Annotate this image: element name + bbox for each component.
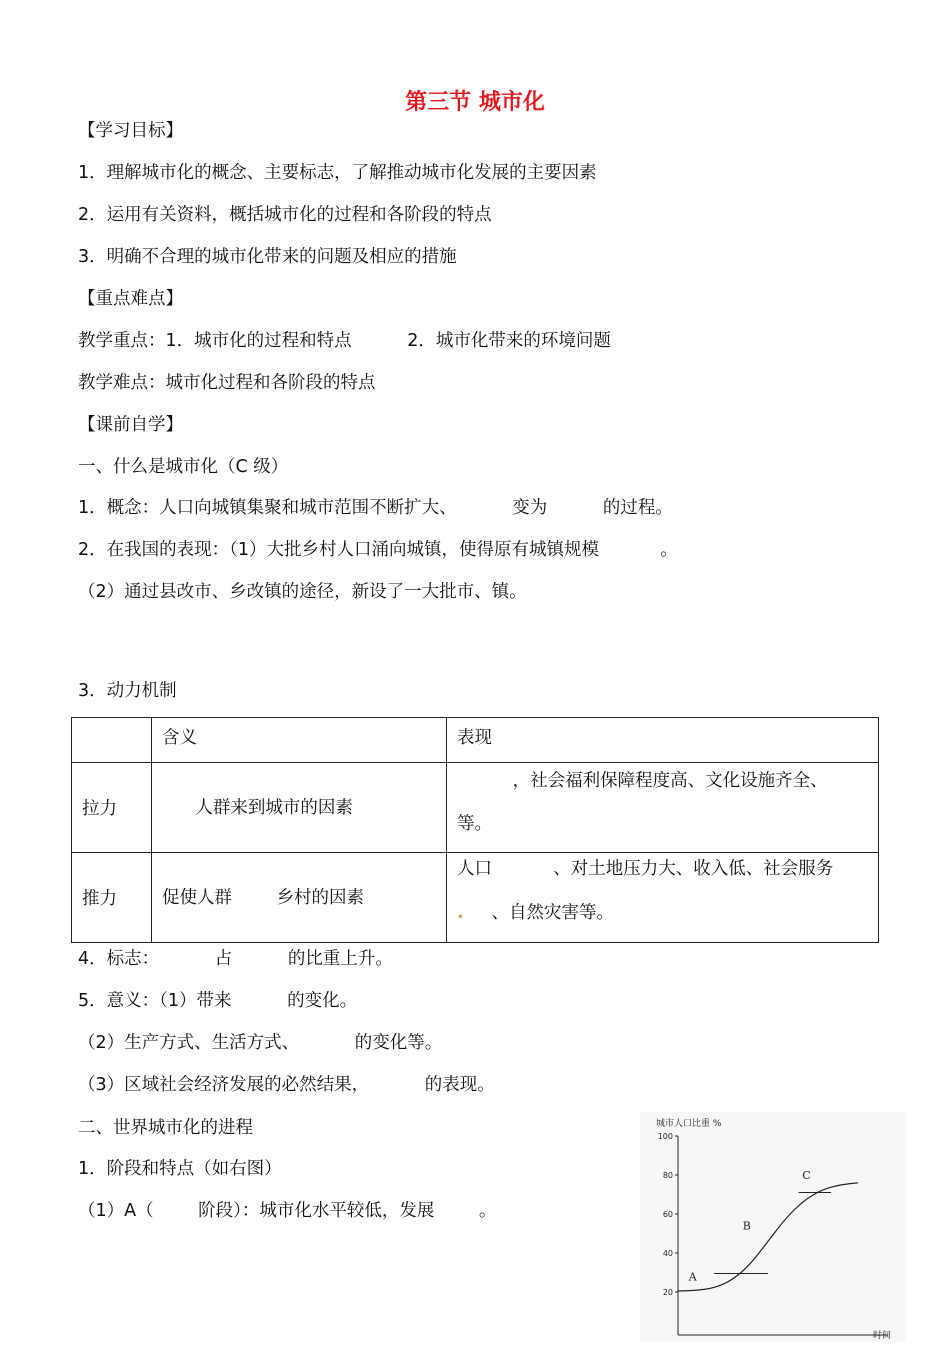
chart-xlabel: 时间 (873, 1331, 892, 1341)
y-tick-label: 100 (657, 1132, 673, 1141)
y-tick-label: 80 (662, 1171, 673, 1180)
push-meaning: 促使人群 乡村的因素 (152, 853, 447, 943)
mechanism-table (71, 717, 879, 943)
significance-line-3: （3）区域社会经济发展的必然结果， 的表现。 (78, 1075, 495, 1095)
pull-show: ，社会福利保障程度高、文化设施齐全、 等。 (447, 763, 879, 853)
section-heading-self-study: 【课前自学】 (78, 415, 183, 435)
table-header-show: 表现 (447, 718, 879, 763)
y-tick-label: 40 (662, 1249, 673, 1258)
stage-a-line: （1）A（ 阶段）：城市化水平较低，发展 。 (78, 1201, 497, 1221)
y-tick-label: 20 (662, 1288, 673, 1297)
y-tick-label: 60 (662, 1210, 673, 1219)
small-dot-mark: . (457, 903, 464, 923)
pull-meaning: 人群来到城市的因素 (152, 763, 447, 853)
stage-label-a: A (688, 1270, 697, 1284)
stages-line: 1．阶段和特点（如右图） (78, 1159, 282, 1179)
table-header-meaning: 含义 (152, 718, 447, 763)
question-heading-1: 一、什么是城市化（C 级） (78, 457, 289, 477)
push-label: 推力 (72, 853, 152, 943)
page-title: 第三节 城市化 (405, 90, 545, 115)
objective-3: 3．明确不合理的城市化带来的问题及相应的措施 (78, 247, 457, 267)
section-heading-objectives: 【学习目标】 (78, 121, 183, 141)
urbanization-curve-chart (640, 1112, 906, 1342)
pull-label: 拉力 (72, 763, 152, 853)
table-header-row (72, 718, 879, 763)
series-line (678, 1183, 858, 1291)
china-performance-line: 2．在我国的表现：（1）大批乡村人口涌向城镇，使得原有城镇规模 。 (78, 540, 678, 560)
section-heading-key-points: 【重点难点】 (78, 289, 183, 309)
concept-line: 1．概念：人口向城镇集聚和城市范围不断扩大、 变为 的过程。 (78, 498, 673, 518)
stage-label-b: B (742, 1219, 751, 1233)
significance-line-2: （2）生产方式、生活方式、 的变化等。 (78, 1033, 443, 1053)
question-heading-2: 二、世界城市化的进程 (78, 1118, 253, 1138)
difficult-points-line: 教学难点：城市化过程和各阶段的特点 (78, 373, 376, 393)
objective-2: 2．运用有关资料，概括城市化的过程和各阶段的特点 (78, 205, 492, 225)
key-points-line: 教学重点：1．城市化的过程和特点 2．城市化带来的环境问题 (78, 331, 611, 351)
objective-1: 1．理解城市化的概念、主要标志，了解推动城市化发展的主要因素 (78, 163, 597, 183)
push-show: 人口 、对土地压力大、收入低、社会服务 . 、自然灾害等。 (447, 853, 879, 943)
table-row-pull (72, 763, 879, 853)
stage-label-c: C (802, 1168, 811, 1182)
mechanism-heading: 3．动力机制 (78, 681, 177, 701)
sign-line: 4．标志： 占 的比重上升。 (78, 949, 393, 969)
chart-title: 城市人口比重 % (656, 1119, 722, 1129)
china-performance-line-2: （2）通过县改市、乡改镇的途径，新设了一大批市、镇。 (78, 582, 527, 602)
table-header-empty (72, 718, 152, 763)
significance-line-1: 5．意义：（1）带来 的变化。 (78, 991, 358, 1011)
table-row-push (72, 853, 879, 943)
